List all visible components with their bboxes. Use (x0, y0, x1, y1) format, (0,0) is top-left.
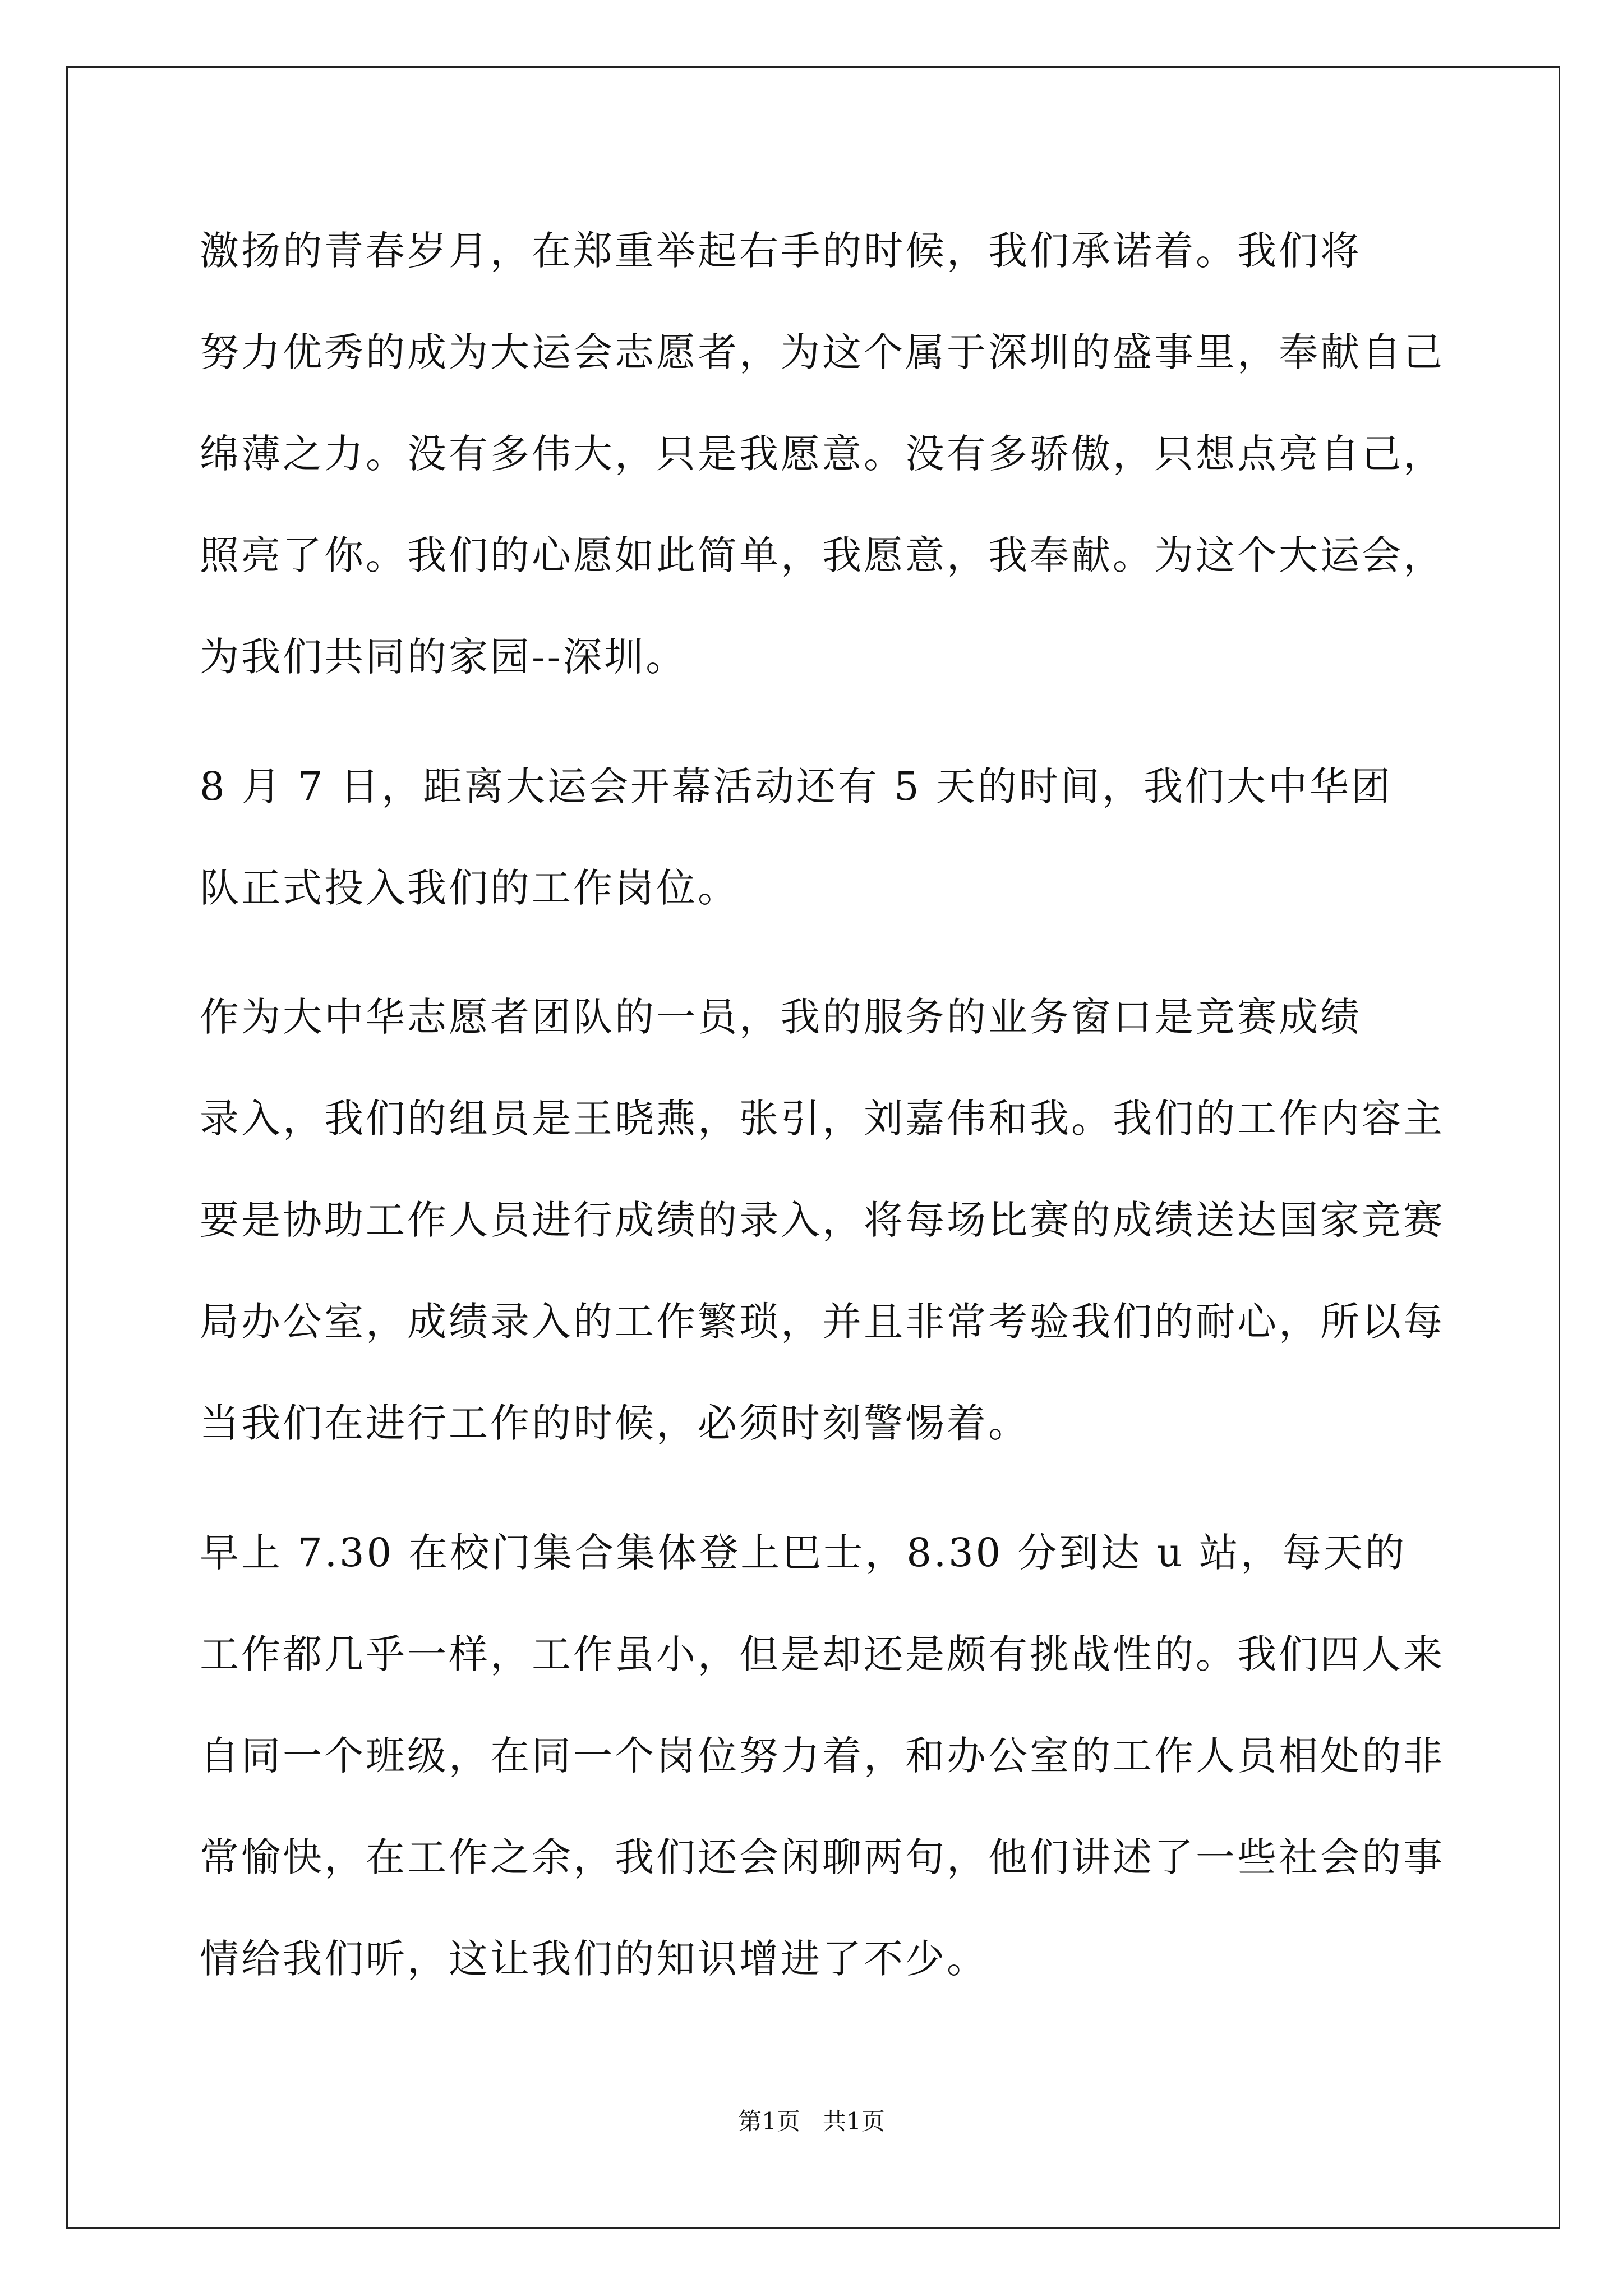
text-line: 要是协助工作人员进行成绩的录入，将每场比赛的成绩送达国家竞赛 (200, 1197, 1445, 1243)
text-line: 情给我们听，这让我们的知识增进了不少。 (200, 1936, 988, 1982)
text-line: 8 月 7 日，距离大运会开幕活动还有 5 天的时间，我们大中华团 (200, 763, 1393, 809)
text-line: 队正式投入我们的工作岗位。 (200, 865, 739, 911)
text-line: 激扬的青春岁月，在郑重举起右手的时候，我们承诺着。我们将 (200, 228, 1362, 274)
text-line: 绵薄之力。没有多伟大，只是我愿意。没有多骄傲，只想点亮自己， (200, 431, 1445, 477)
text-line: 自同一个班级，在同一个岗位努力着，和办公室的工作人员相处的非 (200, 1733, 1445, 1779)
text-line: 局办公室，成绩录入的工作繁琐，并且非常考验我们的耐心，所以每 (200, 1299, 1445, 1345)
text-line: 录入，我们的组员是王晓燕，张引，刘嘉伟和我。我们的工作内容主 (200, 1096, 1445, 1142)
text-line: 早上 7.30 在校门集合集体登上巴士，8.30 分到达 u 站，每天的 (200, 1530, 1407, 1576)
text-line: 作为大中华志愿者团队的一员，我的服务的业务窗口是竞赛成绩 (200, 994, 1362, 1040)
text-line: 为我们共同的家园--深圳。 (200, 634, 688, 680)
text-line: 照亮了你。我们的心愿如此简单，我愿意，我奉献。为这个大运会， (200, 532, 1445, 578)
text-line: 努力优秀的成为大运会志愿者，为这个属于深圳的盛事里，奉献自己 (200, 329, 1445, 375)
text-line: 工作都几乎一样，工作虽小，但是却还是颇有挑战性的。我们四人来 (200, 1631, 1445, 1677)
page-border (66, 66, 1560, 2229)
text-line: 常愉快，在工作之余，我们还会闲聊两句，他们讲述了一些社会的事 (200, 1834, 1445, 1880)
text-line: 当我们在进行工作的时候，必须时刻警惕着。 (200, 1400, 1030, 1446)
page-footer: 第1页 共1页 (738, 2108, 885, 2135)
